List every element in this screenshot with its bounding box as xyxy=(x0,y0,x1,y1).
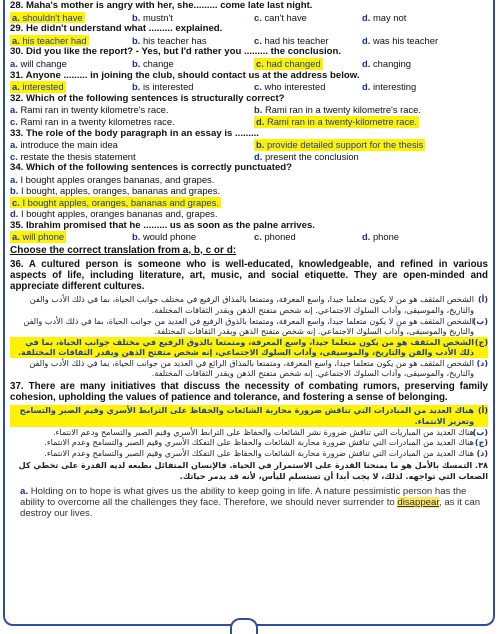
options-row xyxy=(10,231,488,243)
option-a[interactable]: a. Holding on to hope is what gives us the ability to keep going in life. A nature pessimistic person has the ability to overcome all the challenges they face. Therefore, we should never surrender to disappear, as it can destroy our lives. xyxy=(20,485,481,520)
option-a[interactable]: a. will phone xyxy=(12,231,65,243)
options-row xyxy=(10,104,488,116)
option-a[interactable]: a. interested xyxy=(12,81,64,93)
option-c[interactable]: c. restate the thesis statement xyxy=(10,150,136,162)
option-c[interactable]: c. had his teacher xyxy=(254,34,329,46)
option-c[interactable]: (ج) هناك العديد من المبادرات التي تناقش ضرورة محاربة الشائعات والحفاظ على التفكك الأسري وقيم الصبر والتسامح وعدم الانتماء. xyxy=(44,437,488,448)
option-d[interactable]: d. may not xyxy=(362,11,407,23)
option-a[interactable]: (أ) الشخص المثقف هو من لا يكون متعلما جيدا، واسع المعرفة، ومتمتعا بالمذاق الرفيع في مختلف جوانب الحياة، بما في ذلك الأدب والفن والتاريخ، والموسيقى، وآداب السلوك الاجتماعي. إنه شخص متفتح الذهن ويقدر الثقافات المختلفة. xyxy=(29,294,488,315)
option-d[interactable]: (د) هناك العديد من المبادرات التي تناقش ضرورة محاربة الشائعات والحفاظ على التفكك الأسري وقيم الصبر والتسامح وعدم الانتماء. xyxy=(44,447,488,458)
passage-text: 36. A cultured person is someone who is well-educated, knowledgeable, and refined in various aspects of life, including literature, art, music, and social etiquette. They are open-minded and appreciate different cultures. xyxy=(10,258,488,293)
option-b[interactable]: b. I bought, apples, oranges, bananas and grapes. xyxy=(10,185,221,197)
question-38 xyxy=(10,460,488,519)
question-stem: 33. The role of the body paragraph in an essay is ......... xyxy=(10,127,259,139)
option-b[interactable]: b. would phone xyxy=(132,231,197,243)
option-c[interactable]: c. Rami ran in a twenty kilometres race. xyxy=(10,115,175,127)
question-28 xyxy=(10,0,488,23)
question-stem: 29. He didn't understand what ......... explained. xyxy=(10,23,223,35)
option-c[interactable]: c. I bought apples, oranges, bananas and grapes. xyxy=(12,196,219,208)
question-stem: 30. Did you like the report? - Yes, but I'd rather you ......... the conclusion. xyxy=(10,46,342,58)
question-stem: 35. Ibrahim promised that he ......... us as soon as the palne arrives. xyxy=(10,219,315,231)
options-row xyxy=(10,35,488,47)
option-a[interactable]: (أ) هناك العديد من المبادرات التي تناقش ضرورة محاربة الشائعات والحفاظ على الترابط الأسري وقيم الصبر والتسامح وتعزيز الانتماء. xyxy=(10,405,488,426)
question-30 xyxy=(10,46,488,69)
option-a[interactable]: a. I bought apples oranges bananas, and grapes. xyxy=(10,173,215,185)
option-a[interactable]: a. introduce the main idea xyxy=(10,139,118,151)
option-d[interactable]: d. was his teacher xyxy=(362,34,439,46)
page-number-tab xyxy=(230,618,258,634)
options-row xyxy=(10,151,488,163)
question-32 xyxy=(10,93,488,128)
option-c[interactable]: (ج) الشخص المثقف هو من يكون متعلما جيدا، واسع المعرفة، ومتمتعا بالذوق الرفيع في مختلف جوانب الحياة، بما في ذلك الأدب والفن والتاريخ، والموسيقى، وآداب السلوك الاجتماعي، إنه شخص متفتح الذهن ويقدر الثقافات المختلفة. xyxy=(10,337,488,358)
option-a[interactable]: a. Rami ran in twenty kilometre's race. xyxy=(10,104,169,116)
option-c[interactable]: c. can't have xyxy=(254,11,307,23)
option-d[interactable]: d. interesting xyxy=(362,81,417,93)
option-b[interactable]: b. is interested xyxy=(132,81,194,93)
question-38-text: ٣٨. التمسك بالأمل هو ما يمنحنا القدرة على الاستمرار في الحياة. فالإنسان المتفائل بطبعه لديه القدرة على تخطي كل الصعاب التي تواجهه. لذلك، لا يجب أبدا أن تستسلم لليأس، لأنه قد يدمر حياتك. xyxy=(18,460,488,482)
option-d[interactable]: (د) الشخص المثقف هو من يكون متعلما جيدا، واسع المعرفة، ومتمتعا بالمذاق الرائع في العديد من جوانب الحياة، بما في ذلك الأدب والفن والتاريخ، والموسيقى، وآداب السلوك الاجتماعي. إنه شخص متفتح الذهن ويقدر الثقافات المختلفة. xyxy=(29,357,488,379)
options-row xyxy=(10,12,488,24)
question-stem: 28. Maha's mother is angry with her, she......... come late last night. xyxy=(10,0,313,11)
worksheet xyxy=(10,0,488,520)
translation-options xyxy=(10,405,488,458)
option-a[interactable]: a. will change xyxy=(10,57,67,69)
section-title: Choose the correct translation from a, b, c or d: xyxy=(10,244,237,256)
option-a[interactable]: a. shouldn't have xyxy=(12,11,83,23)
options-list xyxy=(10,174,488,220)
option-a[interactable]: a. his teacher had xyxy=(12,34,87,46)
option-d[interactable]: d. present the conclusion xyxy=(254,150,359,162)
option-b[interactable]: b. change xyxy=(132,57,174,69)
option-c[interactable]: c. phoned xyxy=(254,231,296,243)
question-29 xyxy=(10,23,488,46)
option-d[interactable]: d. I bought apples, oranges bananas and, grapes. xyxy=(10,208,218,220)
option-c[interactable]: c. had changed xyxy=(256,57,321,69)
option-c[interactable]: c. who interested xyxy=(254,81,326,93)
question-37 xyxy=(10,381,488,458)
passage-text: 37. There are many initiatives that discuss the necessity of combating rumors, preserving family cohesion, upholding the values of patience and tolerance, and fostering a sense of belonging. xyxy=(10,381,488,404)
options-row xyxy=(10,139,488,151)
option-b[interactable]: (ب) الشخص المثقف هو من لا يكون متعلما جيدا، واسع المعرفة، ومتمتعا بالذوق الرفيع في العديد من جوانب الحياة، بما في ذلك الأدب والفن والتاريخ والموسيقى، وآداب السلوك الاجتماعي. إنه شخص متفتح الذهن ويقدر الثقافات المختلفة. xyxy=(23,315,488,337)
option-d[interactable]: d. changing xyxy=(362,57,412,69)
question-31 xyxy=(10,70,488,93)
option-b[interactable]: b. mustn't xyxy=(132,11,173,23)
option-b[interactable]: b. Rami ran in a twenty kilometre's race. xyxy=(254,104,421,116)
question-35 xyxy=(10,220,488,243)
options-row xyxy=(10,81,488,93)
option-b[interactable]: b. his teacher has xyxy=(132,34,207,46)
question-stem: 34. Which of the following sentences is correctly punctuated? xyxy=(10,162,292,174)
question-33 xyxy=(10,128,488,163)
option-d[interactable]: d. Rami ran in a twenty-kilometre race. xyxy=(256,115,418,127)
option-d[interactable]: d. phone xyxy=(362,231,400,243)
question-stem: 31. Anyone ......... in joining the club, should contact us at the address below. xyxy=(10,69,360,81)
translation-options xyxy=(10,294,488,379)
option-b[interactable]: b. provide detailed support for the thesis xyxy=(256,139,424,151)
options-row xyxy=(10,58,488,70)
option-b[interactable]: (ب) هناك العديد من المباريات التي تناقش ضرورة نشر الشائعات والحفاظ على الترابط الأسري وقيم الصبر والتسامح ودعم الانتماء. xyxy=(52,426,488,437)
question-stem: 32. Which of the following sentences is structurally correct? xyxy=(10,92,285,104)
question-36 xyxy=(10,259,488,379)
question-34 xyxy=(10,162,488,219)
options-row xyxy=(10,116,488,128)
